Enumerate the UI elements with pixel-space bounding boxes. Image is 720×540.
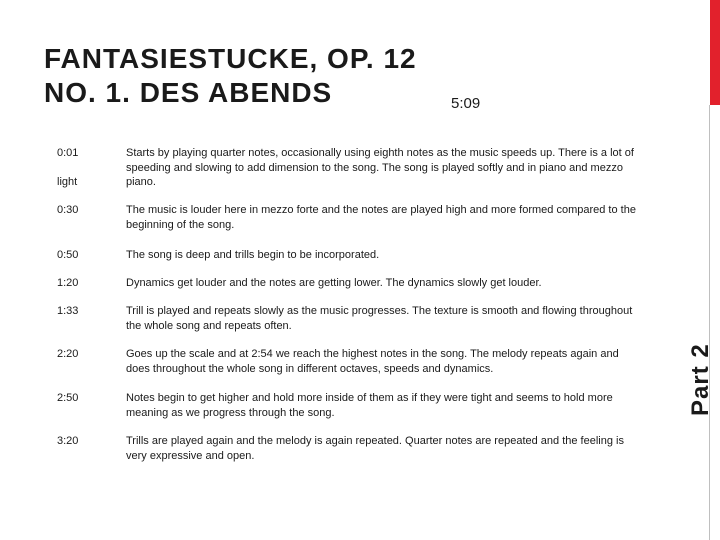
part-label: Part 2 (687, 343, 714, 416)
timestamp: 1:33 (57, 305, 79, 317)
timestamp: 3:20 (57, 435, 79, 447)
timestamp: 2:50 (57, 392, 79, 404)
title-line-1: FANTASIESTUCKE, OP. 12 (44, 43, 417, 74)
dynamics-note: light (57, 176, 78, 188)
timestamp: 0:01 (57, 147, 79, 159)
timestamp: 2:20 (57, 348, 79, 360)
row-description: Goes up the scale and at 2:54 we reach the highest notes in the song. The melody repeats again and does throughout the whole song in different octaves, speeds and dynamics. (126, 348, 619, 375)
row-description: Trills are played again and the melody is again repeated. Quarter notes are repeated and the feeling is very expressive and open. (126, 435, 624, 462)
row-description: Notes begin to get higher and hold more inside of them as if they were tight and seems to hold more meaning as we progress through the song. (126, 392, 613, 419)
accent-bar (710, 0, 720, 105)
row-description: Starts by playing quarter notes, occasionally using eighth notes as the music speeds up. There is a lot of speeding and slowing to add dimension to the song. The song is played softly and in piano and mezzo piano. (126, 147, 634, 188)
timestamp: 0:30 (57, 204, 79, 216)
row-description: Trill is played and repeats slowly as the music progresses. The texture is smooth and flowing throughout the whole song and repeats often. (126, 305, 633, 332)
duration-label: 5:09 (451, 95, 481, 112)
row-description: The music is louder here in mezzo forte and the notes are played high and more formed compared to the beginning of the song. (126, 204, 636, 231)
side-divider (709, 105, 710, 540)
row-description: The song is deep and trills begin to be incorporated. (126, 249, 380, 261)
slide-title (44, 42, 417, 110)
timestamp: 0:50 (57, 249, 79, 261)
title-line-2: NO. 1. DES ABENDS (44, 77, 333, 108)
row-description: Dynamics get louder and the notes are getting lower. The dynamics slowly get louder. (126, 277, 542, 289)
timestamp: 1:20 (57, 277, 79, 289)
